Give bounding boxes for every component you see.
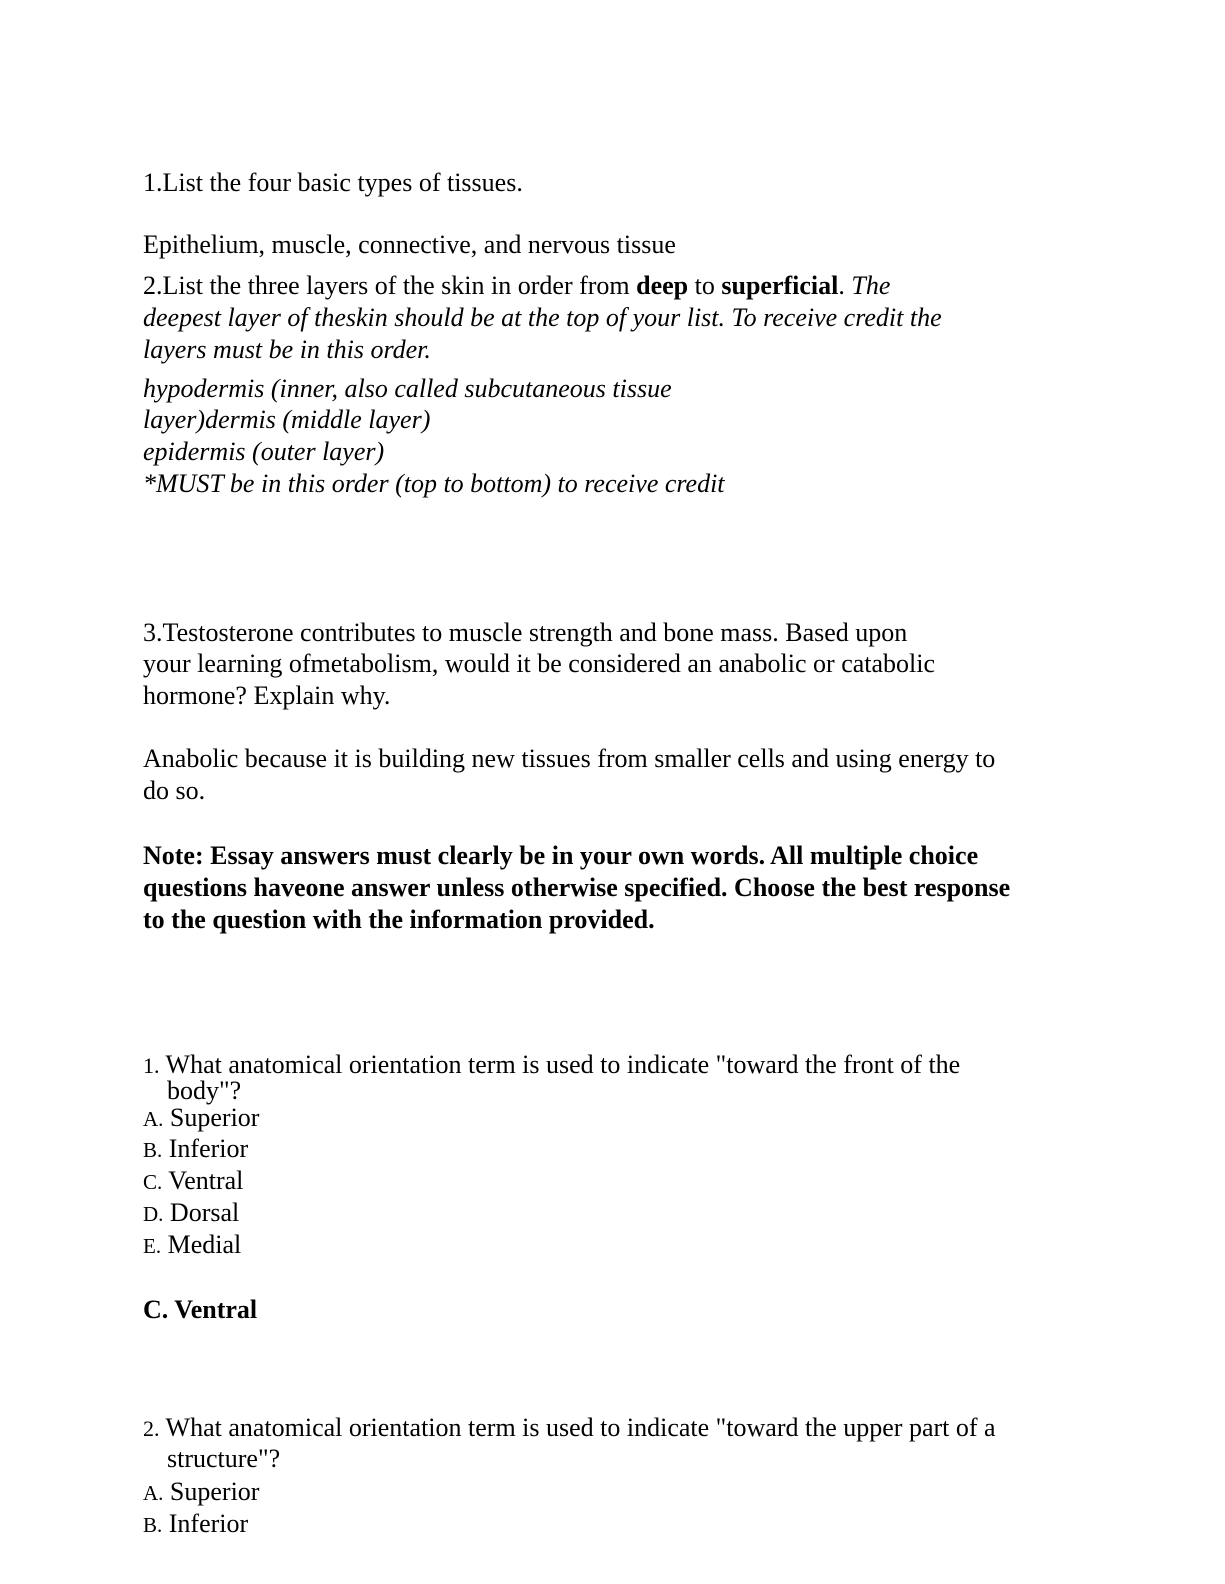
essay-answer-3-line-2: do so. bbox=[143, 776, 206, 805]
question-text-continued: body"? bbox=[167, 1076, 242, 1105]
option-letter: E. bbox=[143, 1234, 162, 1258]
essay-question-3 bbox=[143, 617, 1083, 648]
instruction-line-3: layers must be in this order. bbox=[143, 335, 431, 364]
question-text: List the three layers of the skin in order from bbox=[162, 271, 637, 300]
mc-2-option-a bbox=[143, 1476, 1083, 1509]
essay-answer-2-line-4: *MUST be in this order (top to bottom) to receive credit bbox=[143, 469, 725, 498]
option-text: Inferior bbox=[168, 1509, 249, 1538]
emphasis-superficial: superficial bbox=[721, 271, 839, 300]
mc-question-2-line-2 bbox=[143, 1443, 1083, 1474]
option-text: Dorsal bbox=[169, 1198, 240, 1227]
option-text: Inferior bbox=[168, 1134, 249, 1163]
mc-1-option-c bbox=[143, 1165, 1083, 1198]
question-number: 1. bbox=[143, 168, 163, 197]
essay-question-3-line-3: hormone? Explain why. bbox=[143, 681, 391, 710]
essay-answer-2-line-1: hypodermis (inner, also called subcutaneous tissue bbox=[143, 374, 672, 403]
option-letter: B. bbox=[143, 1138, 163, 1162]
mc-question-2 bbox=[143, 1412, 1083, 1444]
question-period: . bbox=[838, 271, 845, 300]
option-text: Superior bbox=[169, 1103, 260, 1132]
essay-answer-2-line-2: layer)dermis (middle layer) bbox=[143, 405, 431, 434]
mc-1-option-b bbox=[143, 1133, 1083, 1166]
question-text: What anatomical orientation term is used to indicate "toward the upper part of a bbox=[165, 1413, 996, 1442]
essay-answer-3-line-1: Anabolic because it is building new tissues from smaller cells and using energy to bbox=[143, 744, 996, 773]
essay-answer-2-line-3: epidermis (outer layer) bbox=[143, 437, 385, 466]
mc-1-option-d bbox=[143, 1197, 1083, 1230]
essay-question-2 bbox=[143, 270, 1083, 301]
essay-answer-1: Epithelium, muscle, connective, and nervous tissue bbox=[143, 230, 676, 259]
question-text-to: to bbox=[688, 271, 722, 300]
essay-question-1 bbox=[143, 167, 1083, 198]
option-letter: A. bbox=[143, 1481, 164, 1505]
note-line-1: Note: Essay answers must clearly be in your own words. All multiple choice bbox=[143, 841, 979, 870]
mc-1-option-a bbox=[143, 1102, 1083, 1135]
option-letter: A. bbox=[143, 1107, 164, 1131]
question-number: 3. bbox=[143, 618, 163, 647]
essay-question-3-line-2: your learning ofmetabolism, would it be considered an anabolic or catabolic bbox=[143, 649, 936, 678]
option-letter: D. bbox=[143, 1202, 164, 1226]
mc-2-option-b bbox=[143, 1508, 1083, 1541]
question-text: Testosterone contributes to muscle strength and bone mass. Based upon bbox=[162, 618, 908, 647]
question-text-continued: structure"? bbox=[167, 1444, 281, 1473]
note-line-3: to the question with the information provided. bbox=[143, 905, 655, 934]
instruction-text: The bbox=[844, 271, 891, 300]
question-number: 2. bbox=[143, 1416, 160, 1441]
emphasis-deep: deep bbox=[636, 271, 689, 300]
option-text: Ventral bbox=[168, 1166, 244, 1195]
question-text: List the four basic types of tissues. bbox=[162, 168, 523, 197]
note-line-2: questions haveone answer unless otherwise specified. Choose the best response bbox=[143, 873, 1011, 902]
option-letter: C. bbox=[143, 1170, 163, 1194]
option-text: Medial bbox=[167, 1230, 242, 1259]
mc-1-option-e bbox=[143, 1229, 1083, 1262]
question-number: 1. bbox=[143, 1053, 160, 1078]
instruction-line-2: deepest layer of theskin should be at the top of your list. To receive credit the bbox=[143, 303, 942, 332]
question-text: What anatomical orientation term is used to indicate "toward the front of the bbox=[165, 1050, 961, 1079]
option-text: Superior bbox=[169, 1477, 260, 1506]
question-number: 2. bbox=[143, 271, 163, 300]
mc-1-answer: C. Ventral bbox=[143, 1295, 258, 1324]
option-letter: B. bbox=[143, 1513, 163, 1537]
